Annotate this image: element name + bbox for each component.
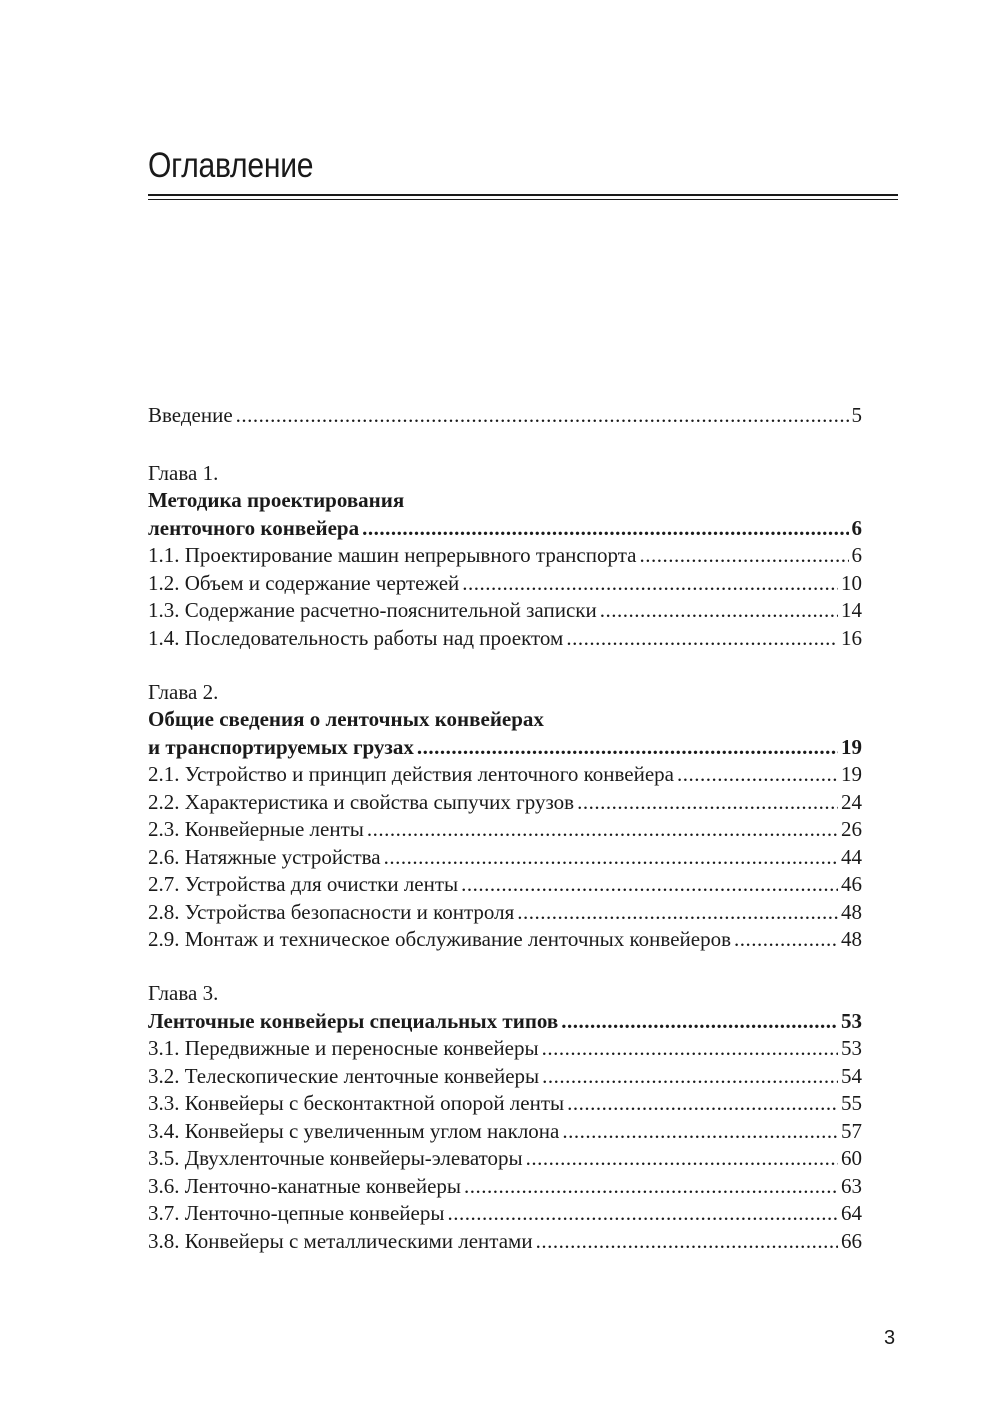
table-of-contents: [148, 402, 862, 1255]
dot-leader: [236, 402, 849, 430]
toc-entry-label: 2.8. Устройства безопасности и контроля: [148, 899, 515, 924]
dot-leader: [677, 761, 838, 789]
toc-entry-label: 2.2. Характеристика и свойства сыпучих грузов: [148, 789, 575, 814]
dot-leader: [562, 1118, 838, 1146]
toc-entry-label: 2.3. Конвейерные ленты: [148, 817, 364, 841]
dot-leader: [542, 1063, 838, 1091]
toc-entry-label: 2.9. Монтаж и техническое обслуживание ленточных конвейеров: [148, 927, 732, 951]
page-title: Оглавление: [148, 146, 314, 185]
toc-entry[interactable]: [148, 597, 862, 625]
toc-page-number: 24: [841, 789, 862, 814]
dot-leader: [417, 734, 838, 762]
chapter-heading: ленточного конвейера: [148, 515, 360, 540]
chapter-label: Глава 3.: [148, 981, 219, 1005]
toc-entry-label: 3.8. Конвейеры с металлическими лентами: [148, 1228, 533, 1253]
toc-entry-label: 2.7. Устройства для очистки ленты: [148, 872, 459, 896]
toc-page-number: 26: [841, 817, 862, 841]
toc-page-number: 5: [851, 403, 862, 427]
toc-entry-label: 2.6. Натяжные устройства: [148, 844, 381, 869]
toc-page-number: 48: [841, 927, 862, 951]
toc-entry-chapter-2[interactable]: [148, 734, 862, 762]
toc-page-number: 6: [851, 515, 862, 540]
toc-entry[interactable]: [148, 570, 862, 598]
chapter-heading: и транспортируемых грузах: [148, 734, 414, 759]
dot-leader: [526, 1145, 838, 1173]
toc-entry[interactable]: [148, 761, 862, 789]
toc-entry[interactable]: [148, 1118, 862, 1146]
chapter-heading: Общие сведения о ленточных конвейерах: [148, 707, 544, 731]
toc-page-number: 63: [841, 1173, 862, 1198]
toc-entry[interactable]: [148, 899, 862, 927]
title-rule-thick: [148, 194, 898, 196]
dot-leader: [461, 871, 838, 899]
toc-entry[interactable]: [148, 1035, 862, 1063]
toc-page-number: 19: [841, 762, 862, 786]
toc-entry[interactable]: [148, 1228, 862, 1256]
toc-entry-label: 1.2. Объем и содержание чертежей: [148, 570, 460, 595]
dot-leader: [734, 926, 838, 954]
toc-entry[interactable]: [148, 789, 862, 817]
toc-entry[interactable]: [148, 1173, 862, 1201]
toc-entry-intro[interactable]: [148, 402, 862, 430]
toc-page-number: 53: [841, 1008, 862, 1033]
toc-entry-label: 3.1. Передвижные и переносные конвейеры: [148, 1036, 539, 1060]
dot-leader: [536, 1228, 838, 1256]
toc-entry[interactable]: [148, 542, 862, 570]
toc-entry-label: 1.1. Проектирование машин непрерывного транспорта: [148, 543, 637, 567]
page-number: 3: [884, 1327, 896, 1349]
toc-page-number: 46: [841, 872, 862, 896]
dot-leader: [517, 899, 838, 927]
dot-leader: [542, 1035, 838, 1063]
toc-page-number: 10: [841, 570, 862, 595]
toc-page-number: 57: [841, 1118, 862, 1143]
dot-leader: [384, 844, 838, 872]
toc-entry-chapter-3[interactable]: [148, 1008, 862, 1036]
toc-entry-label: 2.1. Устройство и принцип действия ленточного конвейера: [148, 762, 674, 786]
toc-page-number: 48: [841, 899, 862, 924]
title-rule-thin: [148, 199, 898, 200]
chapter-label: Глава 1.: [148, 460, 219, 485]
dot-leader: [577, 789, 838, 817]
toc-page-number: 66: [841, 1228, 862, 1253]
chapter-label: Глава 2.: [148, 679, 219, 704]
toc-entry-label: 3.6. Ленточно-канатные конвейеры: [148, 1173, 462, 1198]
toc-entry-chapter-1[interactable]: [148, 515, 862, 543]
toc-page-number: 19: [841, 734, 862, 759]
toc-entry[interactable]: [148, 926, 862, 954]
toc-entry-label: 3.4. Конвейеры с увеличенным углом наклона: [148, 1118, 560, 1143]
toc-entry[interactable]: [148, 871, 862, 899]
toc-page-number: 44: [841, 844, 862, 869]
toc-page-number: 6: [851, 543, 862, 567]
dot-leader: [600, 597, 838, 625]
dot-leader: [447, 1200, 838, 1228]
toc-page-number: 55: [841, 1091, 862, 1115]
dot-leader: [367, 816, 838, 844]
toc-page-number: 14: [841, 598, 862, 622]
toc-entry[interactable]: [148, 1145, 862, 1173]
toc-entry[interactable]: [148, 1200, 862, 1228]
toc-page-number: 54: [841, 1063, 862, 1088]
dot-leader: [561, 1008, 838, 1036]
toc-entry-label: 1.4. Последовательность работы над проектом: [148, 625, 564, 650]
toc-page-number: 53: [841, 1036, 862, 1060]
toc-entry[interactable]: [148, 1090, 862, 1118]
dot-leader: [639, 542, 848, 570]
toc-entry-label: 3.3. Конвейеры с бесконтактной опорой ленты: [148, 1091, 565, 1115]
dot-leader: [567, 1090, 838, 1118]
toc-entry-label: 3.2. Телескопические ленточные конвейеры: [148, 1063, 540, 1088]
dot-leader: [462, 570, 838, 598]
toc-page-number: 16: [841, 625, 862, 650]
toc-page-number: 64: [841, 1201, 862, 1225]
chapter-heading: Ленточные конвейеры специальных типов: [148, 1008, 559, 1033]
dot-leader: [464, 1173, 838, 1201]
toc-entry[interactable]: [148, 844, 862, 872]
toc-entry[interactable]: [148, 625, 862, 653]
toc-entry-label: Введение: [148, 403, 233, 427]
toc-entry-label: 3.5. Двухленточные конвейеры-элеваторы: [148, 1146, 523, 1170]
dot-leader: [362, 515, 848, 543]
toc-entry-label: 3.7. Ленточно-цепные конвейеры: [148, 1201, 445, 1225]
toc-page-number: 60: [841, 1146, 862, 1170]
dot-leader: [566, 625, 838, 653]
toc-entry[interactable]: [148, 816, 862, 844]
toc-entry-label: 1.3. Содержание расчетно-пояснительной записки: [148, 598, 597, 622]
toc-entry[interactable]: [148, 1063, 862, 1091]
chapter-heading: Методика проектирования: [148, 488, 405, 512]
